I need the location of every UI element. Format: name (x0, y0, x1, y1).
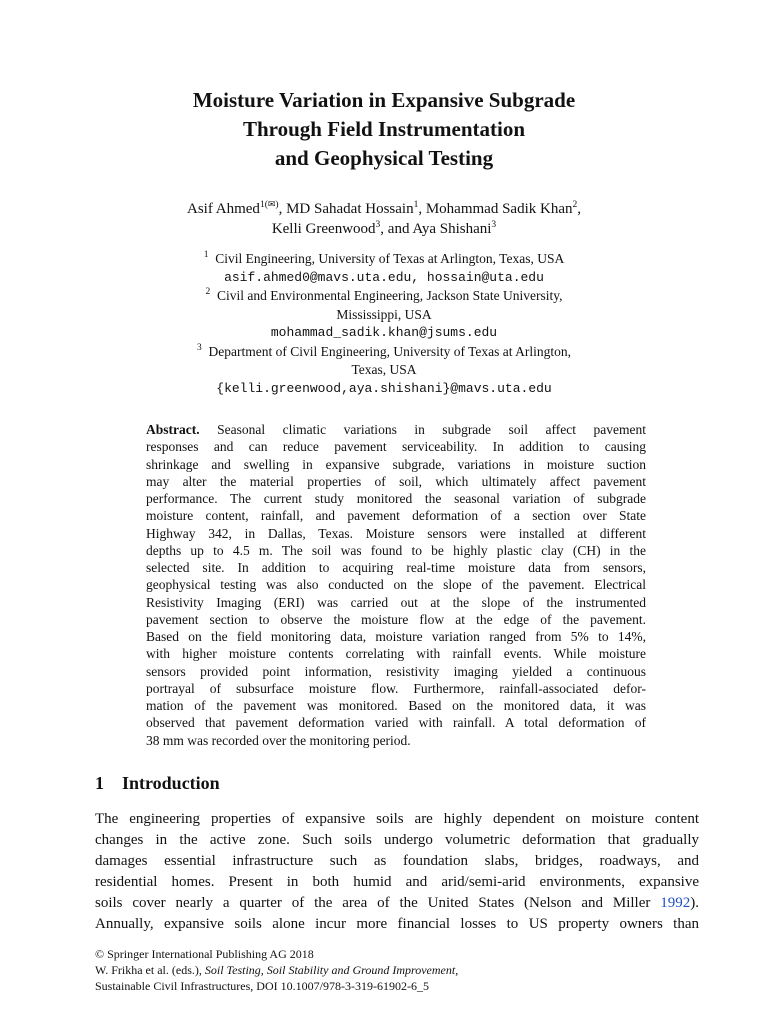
abstract (146, 421, 646, 749)
abstract-line: moisture content, rainfall, and pavement deformation of a section over State (146, 508, 646, 524)
affiliation-email: {kelli.greenwood,aya.shishani}@mavs.uta.edu (216, 380, 552, 396)
footer (95, 946, 458, 994)
abstract-line: sensors provided point information, resistivity imaging yielded a continuous (146, 663, 646, 679)
abstract-line: Highway 342, in Dallas, Texas. Moisture sensors were installed at different (146, 525, 646, 541)
copyright-line: © Springer International Publishing AG 2018 (95, 947, 314, 961)
paper-title (0, 86, 768, 173)
abstract-line: portrayal of subsurface moisture flow. Furthermore, rainfall-associated defor- (146, 680, 646, 696)
body-line: Annually, expansive soils alone incur more financial losses to US property owners than (95, 916, 699, 932)
body-line: The engineering properties of expansive soils are highly dependent on moisture content (95, 811, 699, 827)
abstract-line: shrinkage and swelling in expansive subgrade, variations in moisture suction (146, 456, 646, 472)
affiliation-line: Texas, USA (351, 362, 417, 377)
body-line: damages essential infrastructure such as foundation slabs, bridges, roadways, and (95, 853, 699, 869)
affiliation-email: mohammad_sadik.khan@jsums.edu (270, 325, 498, 340)
title-line: Moisture Variation in Expansive Subgrade (192, 88, 576, 112)
section-title: Introduction (122, 773, 220, 793)
body-line: residential homes. Present in both humid and arid/semi-arid environments, expansive (95, 874, 699, 890)
abstract-line: geophysical testing was also conducted on the slope of the pavement. Electrical (146, 577, 646, 593)
abstract-line: Abstract. Seasonal climatic variations in subgrade soil affect pavement (146, 422, 646, 437)
author-affil-marker: 3 (375, 220, 381, 230)
abstract-line: mation of the pavement was monitored. Based on the monitored data, it was (146, 698, 646, 713)
affiliations (0, 250, 768, 398)
abstract-label: Abstract. (146, 422, 200, 437)
section-heading (95, 772, 220, 794)
affiliation-line: $^1$ Civil Engineering, University of Texas at Arlington, Texas, USA (203, 250, 565, 266)
title-line: and Geophysical Testing (274, 146, 494, 170)
author-name: Asif Ahmed (187, 201, 260, 217)
author-affil-marker: 1(✉) (259, 199, 279, 210)
author-name: Kelli Greenwood (271, 221, 376, 237)
affiliation-line: Mississippi, USA (336, 306, 432, 322)
author-affil-marker: 3 (491, 220, 497, 230)
abstract-line: 38 mm was recorded over the monitoring period. (146, 732, 411, 748)
author-affil-marker: 1 (413, 200, 419, 210)
author-name: Aya Shishani (412, 221, 492, 237)
body-line: soils cover nearly a quarter of the area of the United States (Nelson and Miller 1992). (95, 895, 699, 911)
intro-paragraph (95, 809, 699, 935)
affiliation-line: $^3$ Department of Civil Engineering, University of Texas at Arlington, (197, 342, 571, 359)
author-line: Kelli Greenwood$^3$, and Aya Shishani$^3$ (271, 220, 497, 237)
abstract-line: with higher moisture contents correlating with rainfall events. While moisture (146, 646, 646, 662)
abstract-line: Resistivity Imaging (ERI) was carried out at the slope of the instrumented (146, 594, 646, 610)
doi-line: Sustainable Civil Infrastructures, DOI 10.1007/978-3-319-61902-6_5 (95, 979, 429, 993)
author-affil-marker: 2 (572, 200, 578, 210)
abstract-line: Based on the field monitoring data, moisture variation ranged from 5% to 14%, (146, 629, 646, 644)
author-list (0, 199, 768, 239)
author-line: Asif Ahmed$^{1(✉)}$, MD Sahadat Hossain$^1$, Mohammad Sadik Khan$^2$, (187, 199, 581, 217)
abstract-line: performance. The current study monitored the seasonal variation of subgrade (146, 491, 646, 506)
title-line: Through Field Instrumentation (243, 117, 525, 141)
editors-line: W. Frikha et al. (eds.), Soil Testing, Soil Stability and Ground Improvement, (95, 963, 459, 977)
abstract-line: pavement section to observe the moisture flow at the edge of the pavement. (146, 611, 646, 627)
affiliation-email: asif.ahmed0@mavs.uta.edu, hossain@uta.edu (224, 269, 544, 285)
section-number: 1 (95, 773, 104, 793)
author-name: Mohammad Sadik Khan (425, 201, 573, 217)
abstract-line: may alter the material properties of soil, which ultimately affect pavement (146, 473, 646, 489)
affiliation-line: $^2$ Civil and Environmental Engineering, Jackson State University, (205, 287, 563, 303)
body-line: changes in the active zone. Such soils undergo volumetric deformation that gradually (95, 832, 699, 848)
author-name: MD Sahadat Hossain (286, 201, 414, 217)
envelope-icon: ✉ (267, 199, 276, 209)
abstract-line: responses and can reduce pavement serviceability. In addition to causing (146, 439, 646, 455)
abstract-line: observed that pavement deformation varied with rainfall. A total deformation of (146, 715, 646, 731)
abstract-line: selected site. In addition to acquiring real-time moisture data from sensors, (146, 560, 646, 575)
abstract-line: depths up to 4.5 m. The soil was found to be highly plastic clay (CH) in the (146, 542, 646, 558)
citation-link[interactable]: 1992 (660, 895, 691, 911)
book-title: Soil Testing, Soil Stability and Ground Improvement (204, 963, 456, 977)
